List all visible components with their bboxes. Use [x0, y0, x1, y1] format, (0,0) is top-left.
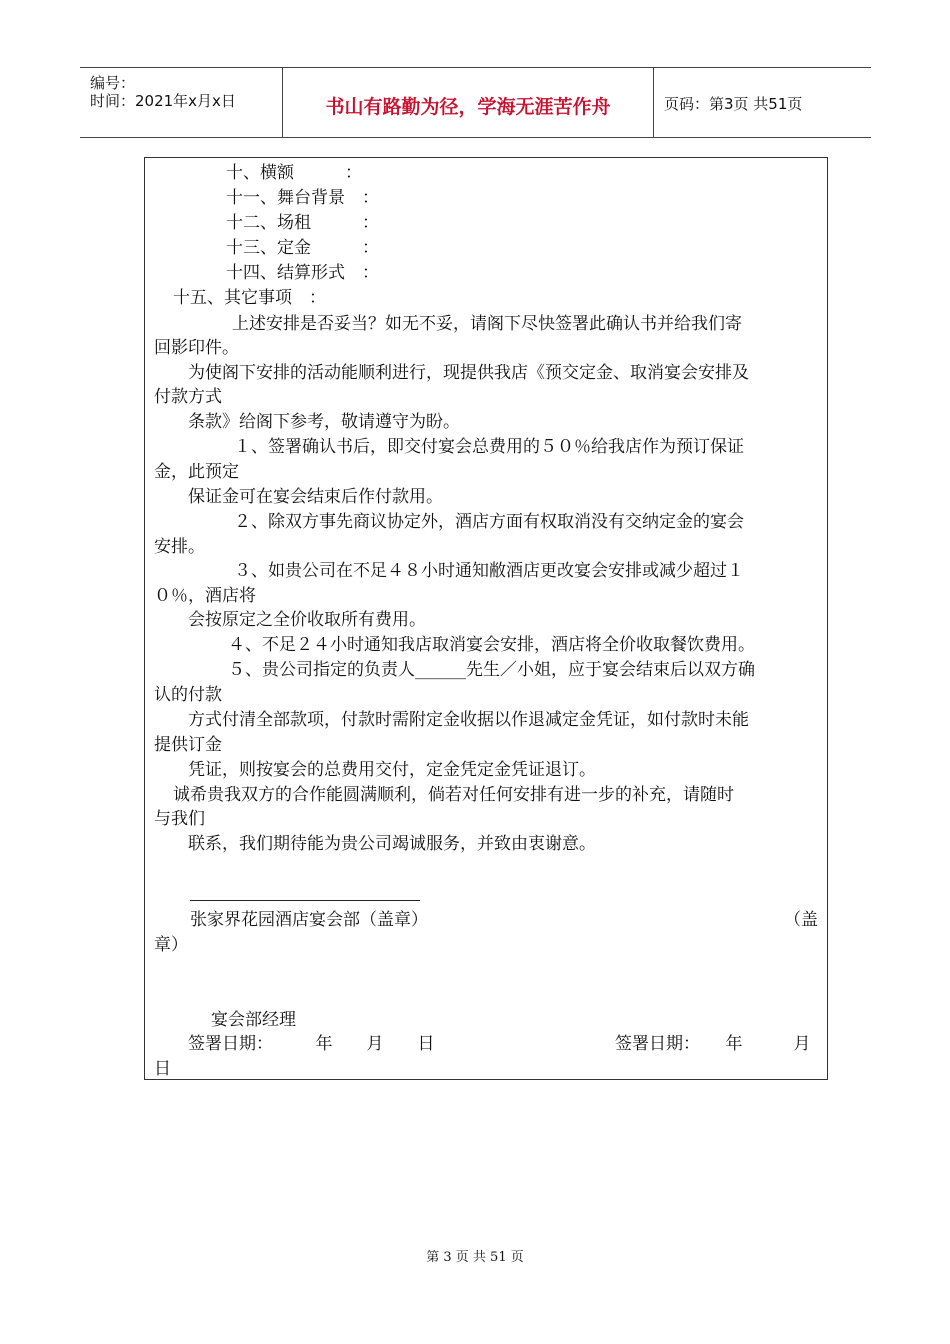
term-3-line2: ０％，酒店将 — [154, 586, 256, 606]
signature-date-left: 签署日期： 年 月 日 — [188, 1034, 435, 1054]
item-stage-background: 十一、舞台背景 ： — [226, 188, 379, 208]
page-header — [80, 67, 871, 138]
item-banner: 十、横额 ： — [226, 163, 362, 183]
term-4-line1: ４、不足２４小时通知我店取消宴会安排，酒店将全价收取餐饮费用。 — [228, 635, 755, 655]
term-5-line1: ５、贵公司指定的负责人______先生／小姐，应于宴会结束后以双方确 — [228, 660, 755, 680]
para-confirm-line1: 上述安排是否妥当？如无不妥，请阁下尽快签署此确认书并给我们寄 — [232, 314, 742, 334]
term-2-line2: 安排。 — [154, 537, 205, 557]
term-1-line3: 保证金可在宴会结束后作付款用。 — [188, 487, 443, 507]
term-5-line4: 提供订金 — [154, 735, 222, 755]
header-page-cell — [654, 68, 871, 137]
term-3-line3: 会按原定之全价收取所有费用。 — [188, 610, 426, 630]
header-page-info: 页码：第3页 共51页 — [664, 95, 803, 113]
para-terms-line1: 为使阁下安排的活动能顺利进行，现提供我店《预交定金、取消宴会安排及 — [188, 363, 749, 383]
header-meta-cell — [80, 68, 283, 137]
header-motto: 书山有路勤为径，学海无涯苦作舟 — [325, 96, 611, 118]
signature-day-wrap: 日 — [154, 1059, 171, 1079]
signature-manager: 宴会部经理 — [211, 1010, 296, 1030]
closing-line2: 与我们 — [154, 809, 205, 829]
term-1-line2: 金，此预定 — [154, 462, 239, 482]
term-3-line1: ３、如贵公司在不足４８小时通知敝酒店更改宴会安排或减少超过１ — [234, 561, 744, 581]
term-5-line5: 凭证，则按宴会的总费用交付，定金凭定金凭证退订。 — [188, 760, 596, 780]
page-footer: 第 3 页 共 51 页 — [426, 1250, 524, 1265]
doc-time-label: 时间：2021年x月x日 — [90, 92, 236, 110]
para-confirm-line2: 回影印件。 — [154, 338, 239, 358]
item-other-matters: 十五、其它事项 ： — [173, 288, 326, 308]
closing-line1: 诚希贵我双方的合作能圆满顺利，倘若对任何安排有进一步的补充，请随时 — [173, 785, 734, 805]
signature-dept: 张家界花园酒店宴会部（盖章） — [190, 910, 428, 930]
signature-seal-b: 章） — [154, 935, 188, 955]
signature-seal-a: （盖 — [784, 910, 818, 930]
signature-date-right: 签署日期： 年 月 — [615, 1034, 811, 1054]
term-5-line2: 认的付款 — [154, 685, 222, 705]
term-2-line1: ２、除双方事先商议协定外，酒店方面有权取消没有交纳定金的宴会 — [234, 512, 744, 532]
term-5-line3: 方式付清全部款项，付款时需附定金收据以作退减定金凭证，如付款时未能 — [188, 710, 749, 730]
header-motto-cell — [283, 68, 654, 137]
term-1-line1: １、签署确认书后，即交付宴会总费用的５０％给我店作为预订保证 — [234, 437, 744, 457]
doc-number-label: 编号： — [90, 74, 136, 92]
item-venue-rent: 十二、场租 ： — [226, 213, 379, 233]
para-terms-line3: 条款》给阁下参考，敬请遵守为盼。 — [188, 412, 460, 432]
para-terms-line2: 付款方式 — [154, 387, 222, 407]
item-deposit: 十三、定金 ： — [226, 238, 379, 258]
closing-line3: 联系，我们期待能为贵公司竭诚服务，并致由衷谢意。 — [188, 834, 596, 854]
item-settlement: 十四、结算形式 ： — [226, 263, 379, 283]
signature-line — [190, 900, 420, 901]
